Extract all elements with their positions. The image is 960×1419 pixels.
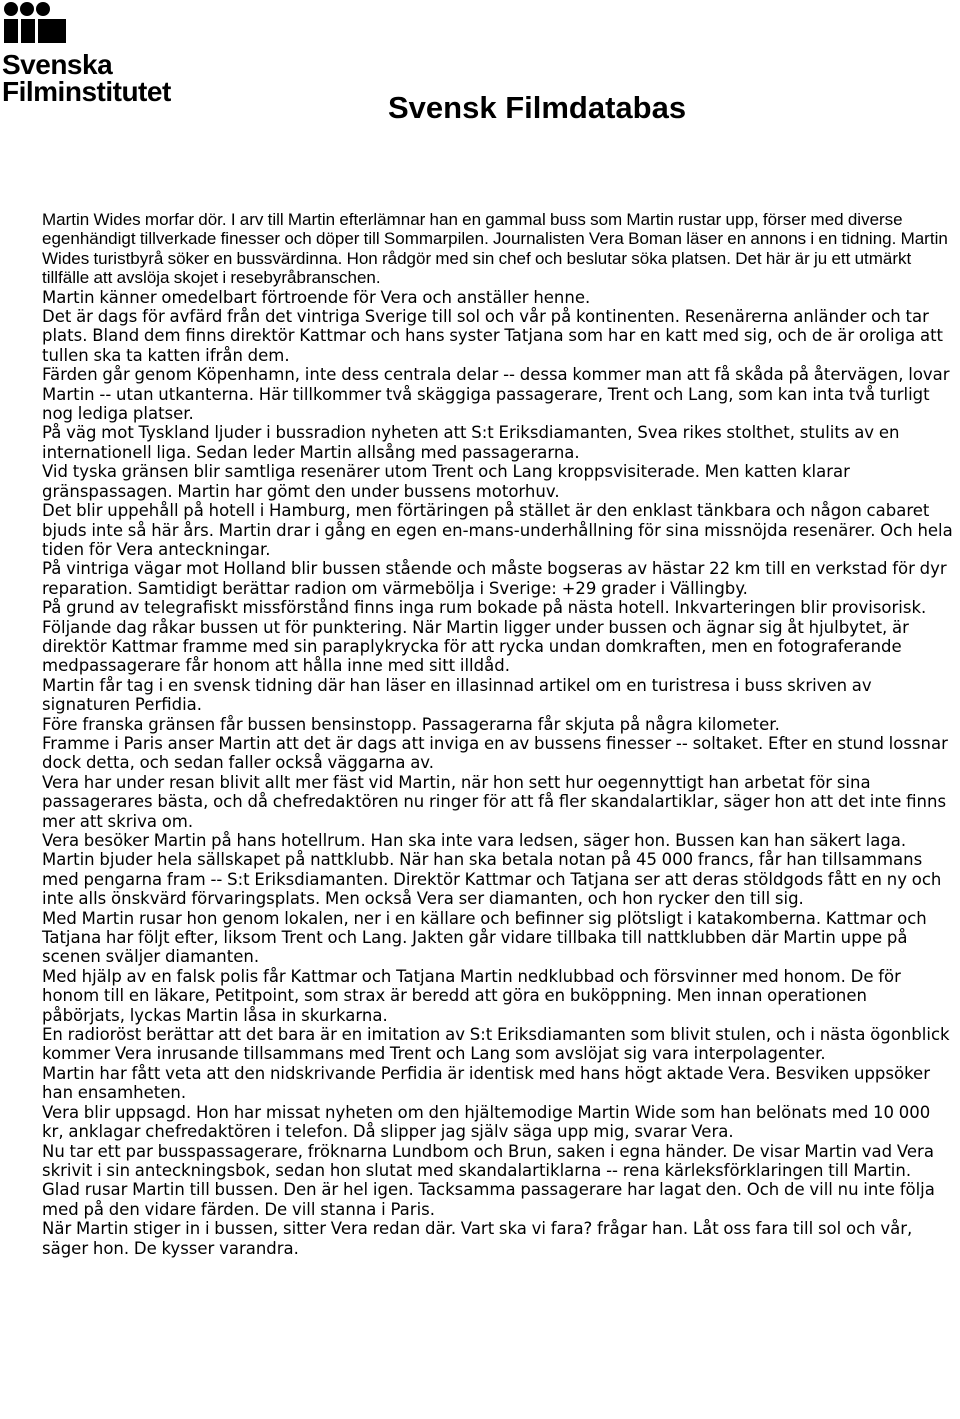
synopsis-paragraph: På vintriga vägar mot Holland blir bussen stående och måste bogseras av hästar 22 km till en verkstad för dyr reparation. Samtidigt berättar radion om värmebölja i Sverige: +29 grader i Vällingby.	[42, 559, 947, 598]
logo-dots-icon	[4, 2, 202, 16]
synopsis-paragraph: På grund av telegrafiskt missförstånd finns inga rum bokade på nästa hotell. Inkvarteringen blir provisorisk.	[42, 598, 927, 618]
synopsis-paragraph: Martin Wides morfar dör. I arv till Martin efterlämnar han en gammal buss som Martin rustar upp, förser med diverse egenhändigt tillverkade finesser och döper till Sommarpilen. Journalisten Vera Boman läser en annons i en tidning. Martin Wides turistbyrå söker en bussvärdinna. Hon rådgör med sin chef och beslutar söka platsen. Det här är ju ett utmärkt tillfälle att avslöja skojet i resebyråbranschen.	[42, 210, 948, 288]
synopsis-paragraph: Det blir uppehåll på hotell i Hamburg, men förtäringen på stället är den enklast tänkbara och någon cabaret bjuds inte så här års. Martin drar i gång en egen en-mans-underhållning för sina missnöjda resenärer. Och hela tiden för Vera anteckningar.	[42, 501, 953, 559]
synopsis-paragraph: Framme i Paris anser Martin att det är dags att inviga en av bussens finesser -- soltaket. Efter en stund lossnar dock detta, och sedan faller också väggarna av.	[42, 733, 948, 773]
synopsis-paragraph: Följande dag råkar bussen ut för punktering. När Martin ligger under bussen och ägnar sig åt hjulbytet, är direktör Kattmar framme med sin paraplykrycka för att rycka undan domkraften, men en fotograferande medpassagerare får honom att hålla inne med sitt illdåd.	[42, 617, 909, 676]
synopsis-paragraph: Vera har under resan blivit allt mer fäst vid Martin, när hon sett hur oegennyttigt han arbetat för sina passagerares bästa, och då chefredaktören nu ringer för att få fler skandalartiklar, säger hon att det inte finns mer att skriva om.	[42, 772, 947, 831]
synopsis-paragraph: Med Martin rusar hon genom lokalen, ner i en källare och befinner sig plötsligt i katakomberna. Kattmar och Tatjana har följt efter, liksom Trent och Lang. Jakten går vidare tillbaka till nattklubben där Martin uppe på scenen sväljer diamanten.	[42, 908, 927, 967]
logo-line-1: Svenska	[2, 49, 113, 80]
synopsis-paragraph: På väg mot Tyskland ljuder i bussradion nyheten att S:t Eriksdiamanten, Svea rikes stolthet, stulits av en internationell liga. Sedan leder Martin allsång med passagerarna.	[42, 423, 900, 462]
synopsis-paragraph: Vera besöker Martin på hans hotellrum. Han ska inte vara ledsen, säger hon. Bussen kan han säkert laga.	[42, 831, 907, 850]
synopsis-text	[42, 210, 954, 1258]
synopsis-paragraph: Det är dags för avfärd från det vintriga Sverige till sol och vår på kontinenten. Resenärerna anländer och tar plats. Bland dem finns direktör Kattmar och hans syster Tatjana som har en katt med sig, och de är oroliga att tullen ska ta katten ifrån dem.	[42, 307, 944, 365]
synopsis-paragraph: Vid tyska gränsen blir samtliga resenärer utom Trent och Lang kroppsvisiterade. Men katten klarar gränspassagen. Martin har gömt den under bussens motorhuv.	[42, 462, 850, 501]
synopsis-paragraph: Martin bjuder hela sällskapet på nattklubb. När han ska betala notan på 45 000 francs, får han tillsammans med pengarna fram -- S:t Eriksdiamanten. Direktör Kattmar och Tatjana ser att deras stöldgods fått en ny och inte alls önskvärd förvaringsplats. Men också Vera ser diamanten, och hon rycker den till sig.	[42, 850, 942, 909]
synopsis-paragraph: Före franska gränsen får bussen bensinstopp. Passagerarna får skjuta på några kilometer.	[42, 714, 780, 734]
synopsis-paragraph: När Martin stiger in i bussen, sitter Vera redan där. Vart ska vi fara? frågar han. Låt oss fara till sol och vår, säger hon. De kysser varandra.	[42, 1219, 913, 1258]
logo-blocks-icon	[4, 19, 202, 43]
svenska-filminstitutet-logo[interactable]	[2, 2, 202, 127]
logo-line-2: Filminstitutet	[2, 76, 171, 107]
synopsis-paragraph: Martin får tag i en svensk tidning där han läser en illasinnad artikel om en turistresa i buss skriven av signaturen Perfidia.	[42, 675, 872, 715]
synopsis-paragraph: Vera blir uppsagd. Hon har missat nyheten om den hjältemodige Martin Wide som han belönats med 10 000 kr, anklagar chefredaktören i telefon. Då slipper jag själv säga upp mig, svarar Vera.	[42, 1102, 931, 1142]
synopsis-paragraph: Martin känner omedelbart förtroende för Vera och anställer henne.	[42, 287, 591, 307]
synopsis-paragraph: Färden går genom Köpenhamn, inte dess centrala delar -- dessa kommer man att få skåda på återvägen, lovar Martin -- utan utkanterna. Här tillkommer två skäggiga passagerare, Trent och Lang, som kan inta två turligt nog lediga platser.	[42, 365, 950, 424]
logo-text	[2, 51, 202, 105]
synopsis-paragraph: Glad rusar Martin till bussen. Den är hel igen. Tacksamma passagerare har lagat den. Och de vill nu inte följa med på den vidare färden. De vill stanna i Paris.	[42, 1180, 935, 1219]
synopsis-paragraph: Martin har fått veta att den nidskrivande Perfidia är identisk med hans högt aktade Vera. Besviken uppsöker han ensamheten.	[42, 1063, 930, 1103]
synopsis-paragraph: Nu tar ett par busspassagerare, fröknarna Lundbom och Brun, saken i egna händer. De visar Martin vad Vera skrivit i sin anteckningsbok, sedan hon slutat med skandalartiklarna -- rena kärleksförklaringen till Martin.	[42, 1141, 934, 1180]
synopsis-paragraph: En radioröst berättar att det bara är en imitation av S:t Eriksdiamanten som blivit stulen, och i nästa ögonblick kommer Vera inrusande tillsammans med Trent och Lang som avslöjat sig vara interpolagenter.	[42, 1025, 950, 1064]
synopsis-paragraph: Med hjälp av en falsk polis får Kattmar och Tatjana Martin nedklubbad och försvinner med honom. De för honom till en läkare, Petitpoint, som strax är beredd att göra en buköppning. Men innan operationen påbörjats, lyckas Martin låsa in skurkarna.	[42, 966, 901, 1025]
page-title: Svensk Filmdatabas	[388, 90, 687, 125]
